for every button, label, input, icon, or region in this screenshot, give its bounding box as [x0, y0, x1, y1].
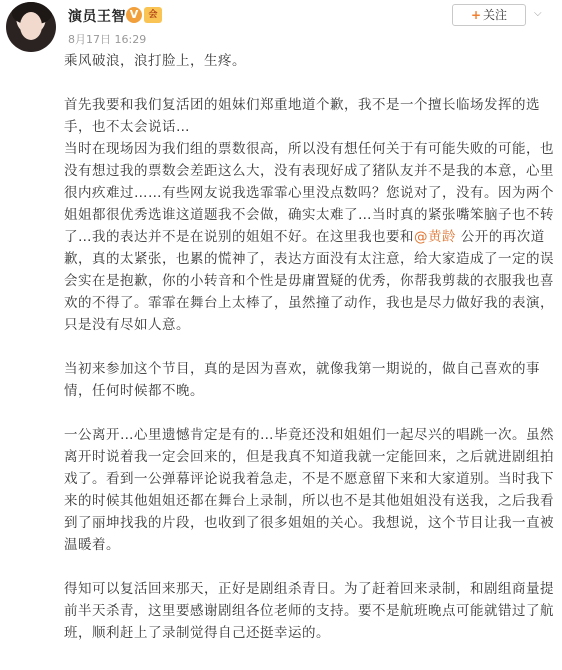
verified-icon[interactable]: V — [126, 7, 142, 23]
paragraph: 得知可以复活回来那天，正好是剧组杀青日。为了赶着回来录制，和剧组商量提前半天杀青，这里要感谢剧组各位老师的支持。要不是航班晚点可能就错过了航班，顺利赶上了录制觉得自己还挺幸运的。 — [64, 581, 554, 641]
paragraph: 乘风破浪，浪打脸上，生疼。 — [64, 53, 246, 69]
paragraph: 首先我要和我们复活团的姐妹们郑重地道个歉，我不是一个擅长临场发挥的选手，也不太会说话… — [64, 97, 540, 135]
follow-button[interactable] — [452, 4, 526, 26]
chevron-down-icon[interactable]: ⌵ — [534, 8, 542, 19]
member-icon[interactable]: 会 — [144, 7, 162, 23]
follow-label: 关注 — [483, 8, 508, 22]
mention-link[interactable]: @黄龄 — [414, 229, 456, 245]
author-avatar[interactable] — [6, 2, 56, 52]
post-content — [64, 50, 554, 644]
author-name[interactable]: 演员王智 — [68, 9, 126, 25]
paragraph-text: 公开的再次道歉，真的太紧张，也累的慌神了，表达方面没有太注意，给大家造成了一定的误会实在是抱歉，你的小转音和个性是毋庸置疑的优秀，你帮我剪裁的衣服我也喜欢的不得了。霏霏在舞台上太棒了，虽然撞了动作，我也是尽力做好我的表演，只是没有尽如人意。 — [64, 229, 554, 333]
post-time[interactable]: 16:29 — [114, 33, 147, 46]
plus-icon: + — [470, 8, 482, 22]
paragraph: 一公离开…心里遗憾肯定是有的…毕竟还没和姐姐们一起尽兴的唱跳一次。虽然离开时说着我一定会回来的，但是我真不知道我就一定能回来，之后就进剧组拍戏了。看到一公弹幕评论说我着急走，不是不愿意留下来和大家道别。当时我下来的时候其他姐姐还都在舞台上录制，所以也不是其他姐姐没有送我，之后我看到了丽坤找我的片段，也收到了很多姐姐的关心。我想说，这个节目让我一直被温暖着。 — [64, 427, 554, 553]
avatar-face — [20, 12, 42, 40]
paragraph: 当初来参加这个节目，真的是因为喜欢，就像我第一期说的，做自己喜欢的事情，任何时候都不晚。 — [64, 361, 540, 399]
post-meta — [68, 31, 146, 47]
paragraph-text: 当时在现场因为我们组的票数很高，所以没有想任何关于有可能失败的可能，也没有想过我的票数会差距这么大，没有表现好成了猪队友并不是我的本意，心里很内疚难过……有些网友说我选霏霏心里没点数吗？您说对了，没有。因为两个姐姐都很优秀选谁这道题我不会做，确实太难了…当时真的紧张嘴笨脑子也不转了…我的表达并不是在说别的姐姐不好。在这里我也要和 — [64, 141, 554, 245]
paragraph — [64, 138, 554, 336]
post-date[interactable]: 8月17日 — [68, 33, 111, 46]
